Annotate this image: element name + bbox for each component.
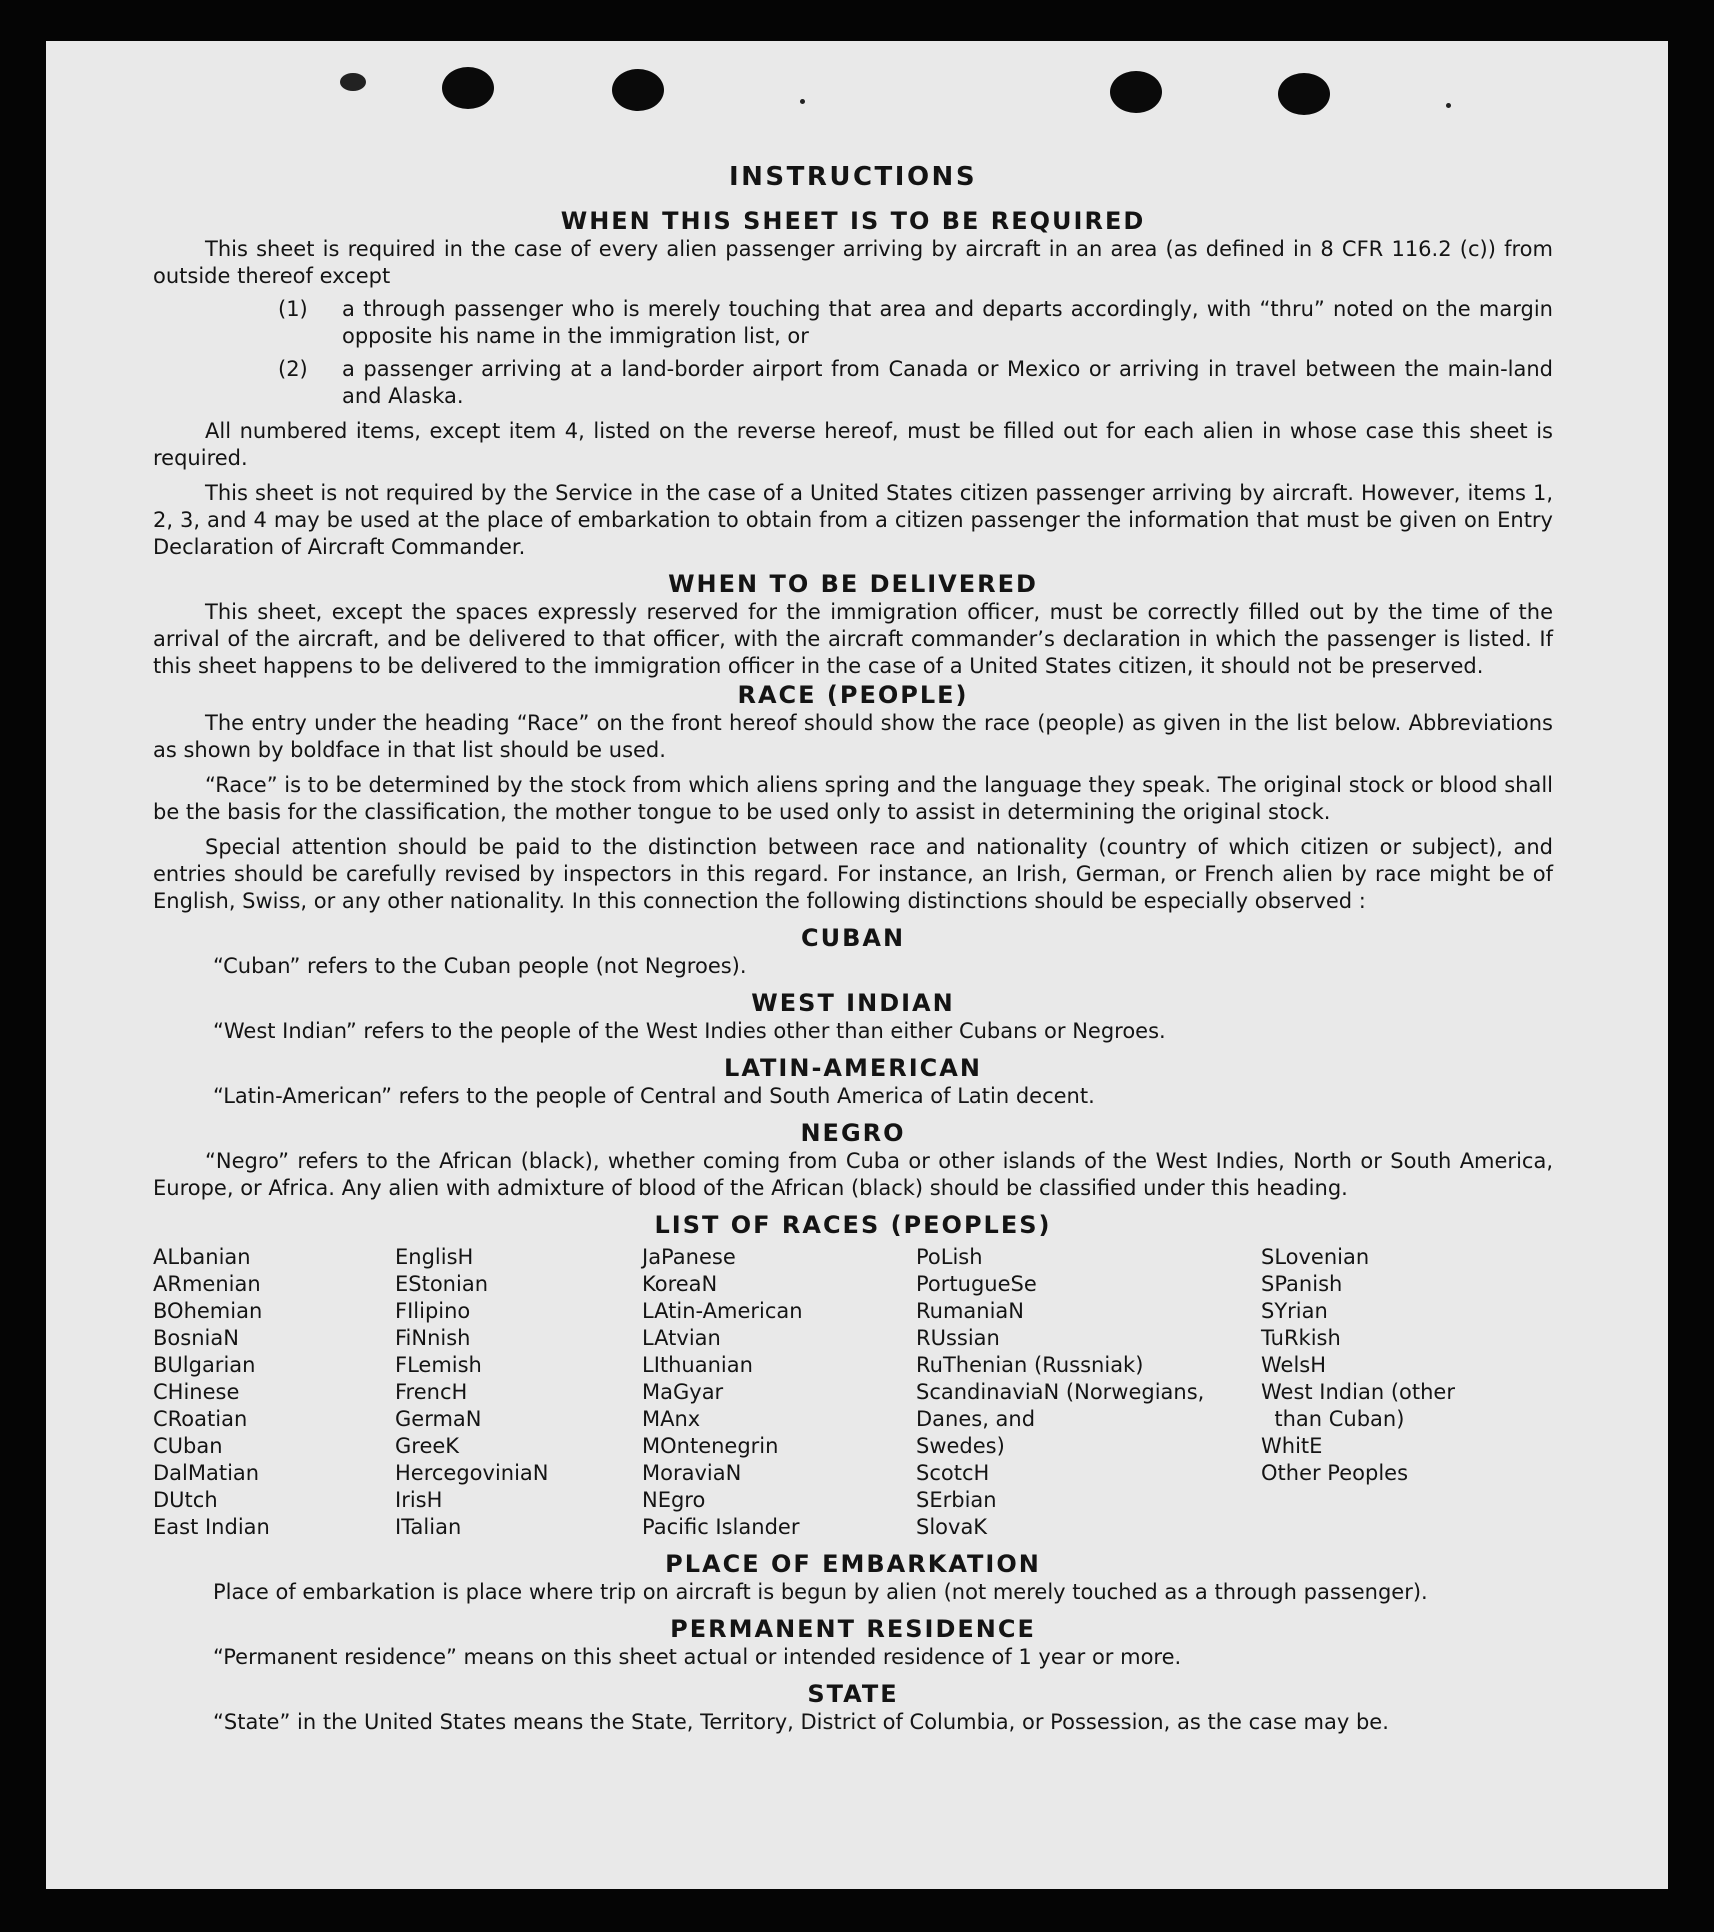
- race-entry: CRoatian: [153, 1406, 248, 1431]
- cuban-text: “Cuban” refers to the Cuban people (not Negroes).: [213, 953, 747, 978]
- document-sheet: [46, 41, 1668, 1889]
- race-entry: SPanish: [1261, 1271, 1343, 1296]
- ink-speck: [1446, 103, 1451, 108]
- race-entry: DUtch: [153, 1487, 218, 1512]
- race-entry: ITalian: [395, 1514, 462, 1539]
- negro-text: “Negro” refers to the African (black), whether coming from Cuba or other islands of the West Indies, North or South America, Europe, or Africa. Any alien with admixture of blood of the African (black) should be classified under this heading.: [153, 1148, 1553, 1200]
- race-entry: CUban: [153, 1433, 223, 1458]
- item-number: (2): [278, 356, 308, 381]
- residence-text: “Permanent residence” means on this sheet actual or intended residence of 1 year or more.: [213, 1644, 1182, 1669]
- west-indian-text: “West Indian” refers to the people of the West Indies other than either Cubans or Negroes.: [213, 1018, 1166, 1043]
- race-entry: WhitE: [1261, 1433, 1323, 1458]
- race-entry: Pacific Islander: [642, 1514, 800, 1539]
- race-entry: SlovaK: [916, 1514, 988, 1539]
- race-entry: FIlipino: [395, 1298, 471, 1323]
- section-heading-required: WHEN THIS SHEET IS TO BE REQUIRED: [560, 206, 1146, 235]
- race-entry: LAtvian: [642, 1325, 721, 1350]
- race-paragraph-3: Special attention should be paid to the distinction between race and nationality (country of which citizen or subject), and entries should be carefully revised by inspectors in this regard. For instance, an Irish, German, or French alien by race might be of English, Swiss, or any other nationality. In this connection the following distinctions should be especially observed :: [153, 834, 1553, 913]
- race-entry: JaPanese: [642, 1244, 736, 1269]
- race-entry: KoreaN: [642, 1271, 718, 1296]
- punch-hole: [612, 69, 664, 111]
- race-entry: EnglisH: [395, 1244, 474, 1269]
- race-entry: EStonian: [395, 1271, 489, 1296]
- race-entry: BUlgarian: [153, 1352, 256, 1377]
- race-entry: RumaniaN: [916, 1298, 1025, 1323]
- race-entry: West Indian (other: [1261, 1379, 1455, 1404]
- section-heading-delivered: WHEN TO BE DELIVERED: [668, 569, 1038, 598]
- race-entry: East Indian: [153, 1514, 270, 1539]
- race-entry: MOntenegrin: [642, 1433, 779, 1458]
- race-entry: IrisH: [395, 1487, 443, 1512]
- races-column: [153, 1244, 395, 1541]
- section-heading-negro: NEGRO: [800, 1118, 906, 1147]
- race-entry: Swedes): [916, 1433, 1005, 1458]
- item-number: (1): [278, 296, 308, 321]
- race-entry: HercegoviniaN: [395, 1460, 549, 1485]
- race-entry: ARmenian: [153, 1271, 261, 1296]
- race-entry: RUssian: [916, 1325, 1000, 1350]
- race-entry: PoLish: [916, 1244, 983, 1269]
- item-text: a passenger arriving at a land-border airport from Canada or Mexico or arriving in travel between the main-land and Alaska.: [342, 356, 1553, 408]
- punch-hole: [1278, 73, 1330, 115]
- race-entry: CHinese: [153, 1379, 240, 1404]
- state-text: “State” in the United States means the State, Territory, District of Columbia, or Possession, as the case may be.: [213, 1709, 1389, 1734]
- race-entry: Danes, and: [916, 1406, 1036, 1431]
- race-entry: RuThenian (Russniak): [916, 1352, 1144, 1377]
- section-heading-west-indian: WEST INDIAN: [751, 988, 955, 1017]
- race-entry: PortugueSe: [916, 1271, 1037, 1296]
- exception-item: [278, 296, 1553, 350]
- race-entry: Other Peoples: [1261, 1460, 1409, 1485]
- page-title: INSTRUCTIONS: [728, 162, 978, 192]
- ink-speck: [340, 73, 366, 91]
- section-heading-embarkation: PLACE OF EMBARKATION: [665, 1549, 1041, 1578]
- race-entry: SLovenian: [1261, 1244, 1370, 1269]
- ink-speck: [800, 99, 805, 104]
- race-entry: NEgro: [642, 1487, 706, 1512]
- embarkation-text: Place of embarkation is place where trip on aircraft is begun by alien (not merely touched as a through passenger).: [213, 1579, 1428, 1604]
- race-entry: DalMatian: [153, 1460, 260, 1485]
- race-entry: BosniaN: [153, 1325, 239, 1350]
- punch-hole: [442, 67, 494, 109]
- race-entry: SErbian: [916, 1487, 997, 1512]
- citizen-paragraph: This sheet is not required by the Service in the case of a United States citizen passenger arriving by aircraft. However, items 1, 2, 3, and 4 may be used at the place of embarkation to obtain from a citizen passenger the information that must be given on Entry Declaration of Aircraft Commander.: [153, 480, 1553, 559]
- race-entry: GermaN: [395, 1406, 482, 1431]
- section-heading-races-list: LIST OF RACES (PEOPLES): [654, 1210, 1052, 1239]
- race-entry: TuRkish: [1261, 1325, 1341, 1350]
- race-entry: ScandinaviaN (Norwegians,: [916, 1379, 1205, 1404]
- section-heading-race: RACE (PEOPLE): [737, 680, 969, 709]
- race-entry: FrencH: [395, 1379, 468, 1404]
- section-heading-cuban: CUBAN: [800, 923, 906, 952]
- race-entry: GreeK: [395, 1433, 460, 1458]
- race-entry: WelsH: [1261, 1352, 1327, 1377]
- item-text: a through passenger who is merely touching that area and departs accordingly, with “thru” noted on the margin opposite his name in the immigration list, or: [342, 296, 1553, 348]
- race-entry: SYrian: [1261, 1298, 1328, 1323]
- exception-item: [278, 356, 1553, 410]
- races-list: [153, 1244, 1553, 1541]
- section-heading-state: STATE: [807, 1679, 899, 1708]
- race-entry: BOhemian: [153, 1298, 263, 1323]
- race-entry: FLemish: [395, 1352, 482, 1377]
- race-paragraph-2: “Race” is to be determined by the stock from which aliens spring and the language they speak. The original stock or blood shall be the basis for the classification, the mother tongue to be used only to assist in determining the original stock.: [153, 772, 1553, 824]
- race-entry: MoraviaN: [642, 1460, 742, 1485]
- race-entry: ALbanian: [153, 1244, 251, 1269]
- punch-hole: [1110, 71, 1162, 113]
- races-column: [395, 1244, 642, 1541]
- race-paragraph-1: The entry under the heading “Race” on the front hereof should show the race (people) as given in the list below. Abbreviations as shown by boldface in that list should be used.: [153, 710, 1553, 762]
- race-entry: MAnx: [642, 1406, 701, 1431]
- race-entry: MaGyar: [642, 1379, 724, 1404]
- race-entry: ScotcH: [916, 1460, 990, 1485]
- race-entry: LIthuanian: [642, 1352, 753, 1377]
- races-column: [1261, 1244, 1521, 1541]
- section-heading-latin-american: LATIN-AMERICAN: [724, 1053, 982, 1082]
- section-heading-residence: PERMANENT RESIDENCE: [670, 1614, 1036, 1643]
- race-entry: FiNnish: [395, 1325, 471, 1350]
- delivered-text: This sheet, except the spaces expressly reserved for the immigration officer, must be correctly filled out by the time of the arrival of the aircraft, and be delivered to that officer, with the aircraft commander’s declaration in which the passenger is listed. If this sheet happens to be delivered to the immigration officer in the case of a United States citizen, it should not be preserved.: [153, 599, 1553, 678]
- instructions-content: [153, 161, 1553, 1736]
- required-intro: This sheet is required in the case of every alien passenger arriving by aircraft in an area (as defined in 8 CFR 116.2 (c)) from outside thereof except: [153, 236, 1553, 288]
- latin-american-text: “Latin-American” refers to the people of Central and South America of Latin decent.: [213, 1083, 1095, 1108]
- races-column: [916, 1244, 1261, 1541]
- race-entry: than Cuban): [1261, 1406, 1405, 1431]
- race-entry: LAtin-American: [642, 1298, 803, 1323]
- numbered-items-paragraph: All numbered items, except item 4, listed on the reverse hereof, must be filled out for each alien in whose case this sheet is required.: [153, 418, 1553, 470]
- races-column: [642, 1244, 916, 1541]
